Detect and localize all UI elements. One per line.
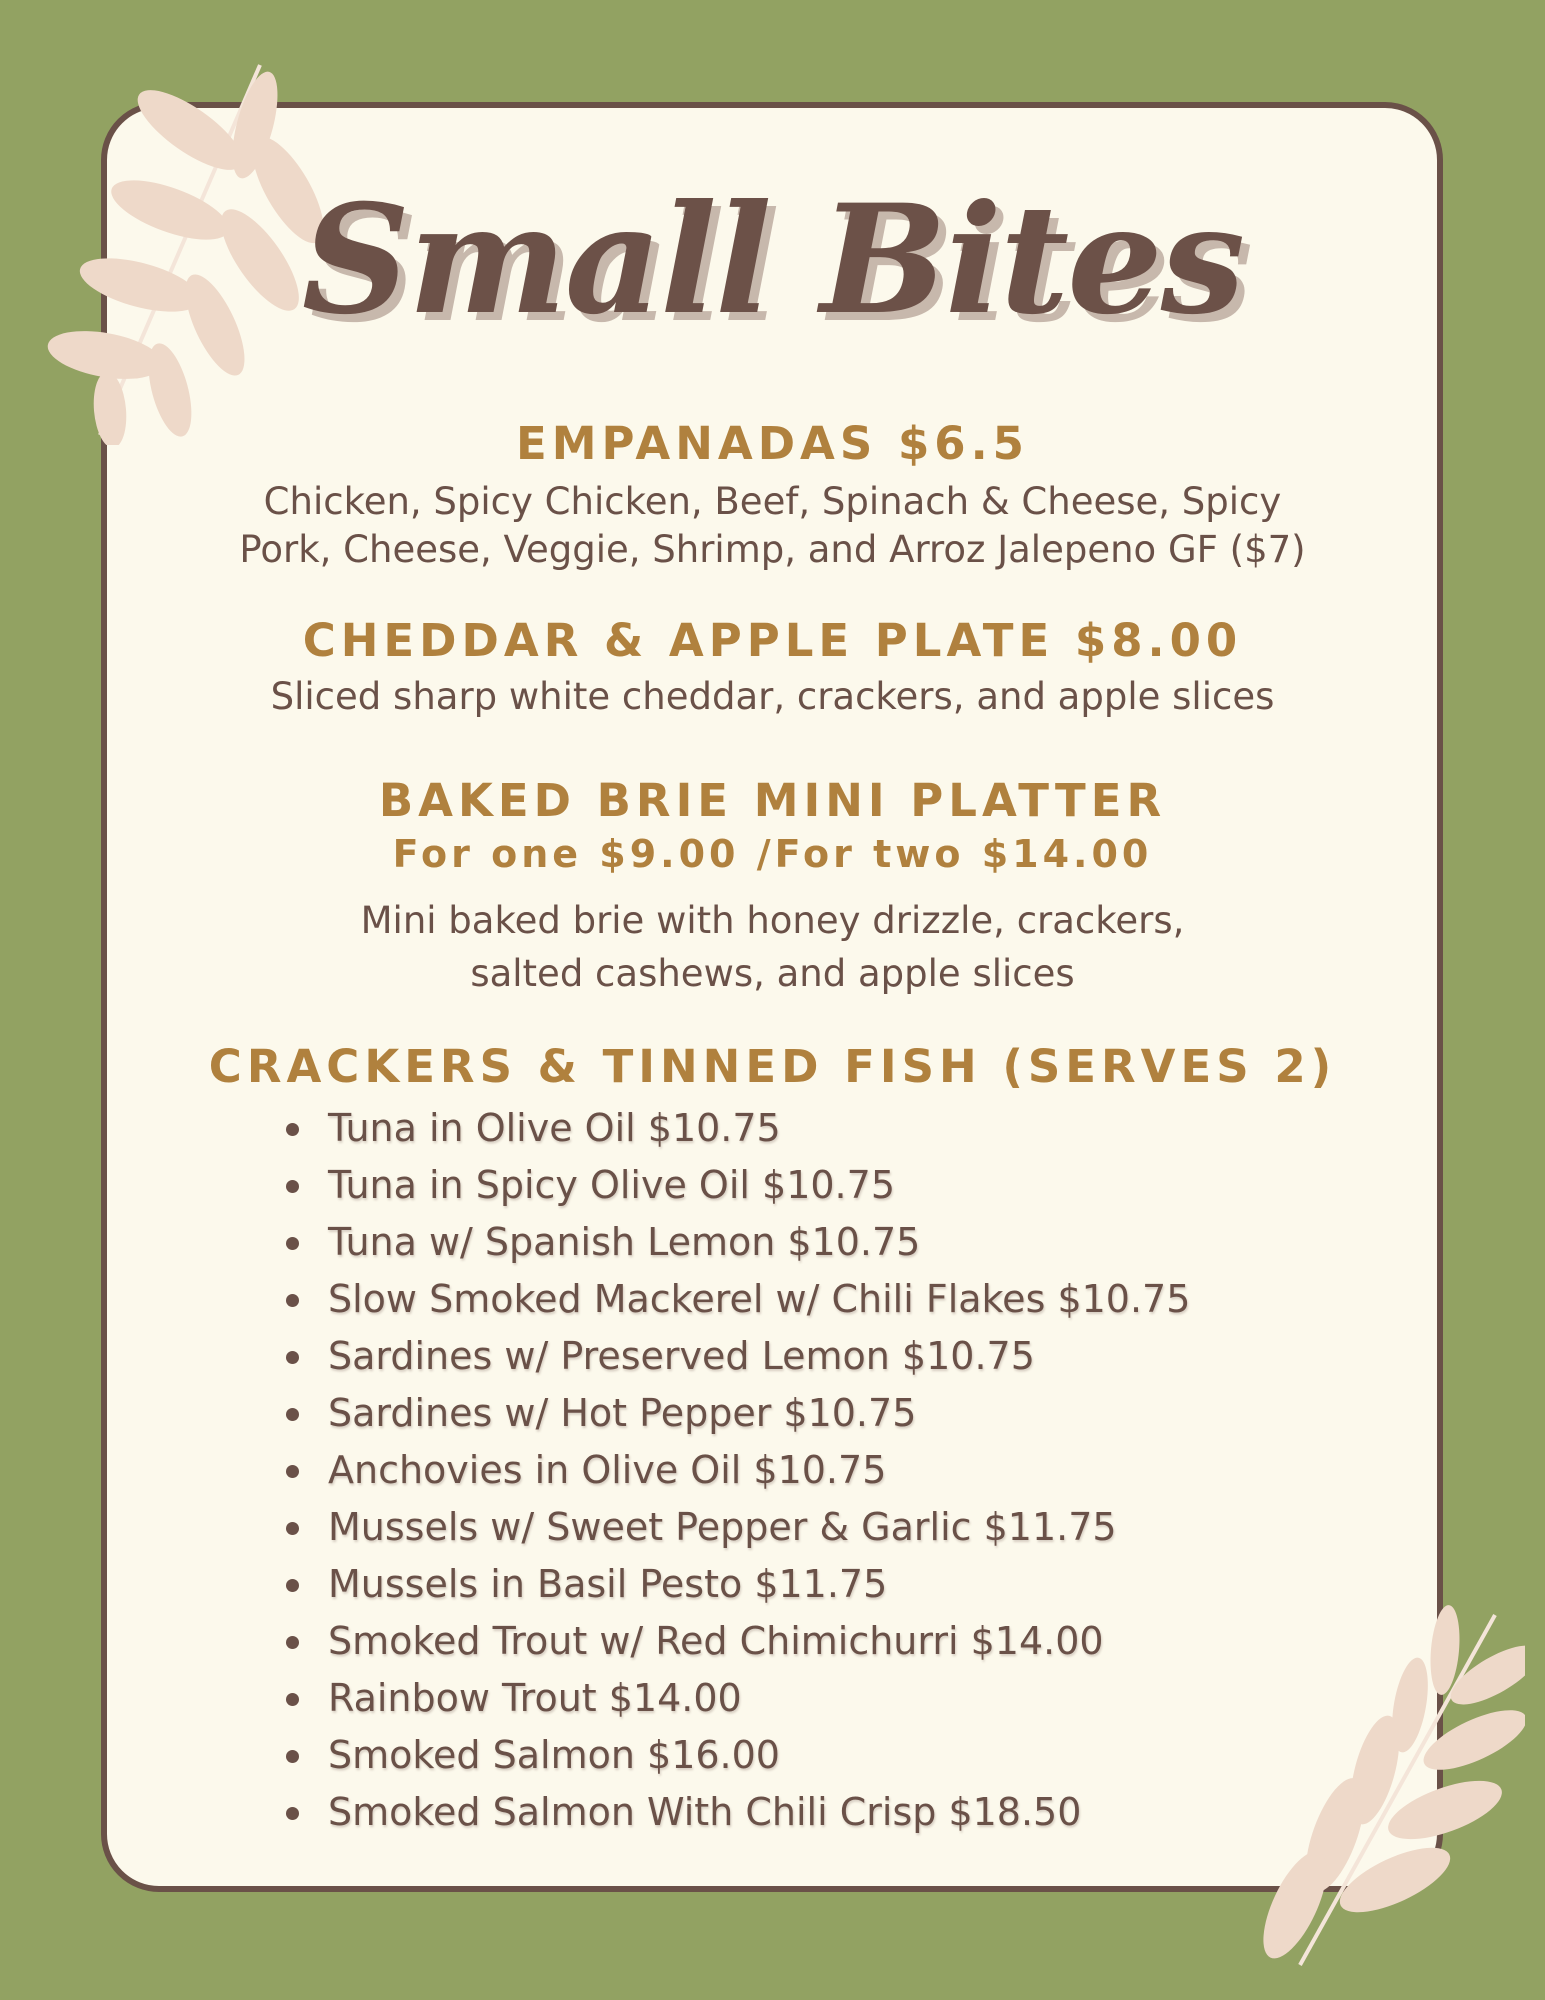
list-item [283,1613,1190,1670]
list-item-label: Slow Smoked Mackerel w/ Chili Flakes $10.75 [328,1277,1191,1321]
leaf-branch-icon [1245,1595,1525,1975]
cheddar-desc: Sliced sharp white cheddar, crackers, and apple slices [270,675,1275,718]
list-item-label: Tuna w/ Spanish Lemon $10.75 [328,1220,921,1264]
bullet-icon [286,1522,299,1535]
page-title: Small Bites [301,172,1244,348]
brie-subheading: For one $9.00 /For two $14.00 [392,832,1153,876]
cheddar-heading: CHEDDAR & APPLE PLATE $8.00 [302,614,1243,667]
list-item [283,1385,1190,1442]
list-item-label: Mussels in Basil Pesto $11.75 [328,1562,888,1606]
list-item [283,1100,1190,1157]
list-item-label: Rainbow Trout $14.00 [328,1676,742,1720]
bullet-icon [286,1693,299,1706]
empanadas-desc-line2: Pork, Cheese, Veggie, Shrimp, and Arroz Jalepeno GF ($7) [239,528,1306,571]
list-item-label: Mussels w/ Sweet Pepper & Garlic $11.75 [328,1505,1117,1549]
list-item [283,1157,1190,1214]
bullet-icon [286,1351,299,1364]
bullet-icon [286,1408,299,1421]
list-item-label: Anchovies in Olive Oil $10.75 [328,1448,887,1492]
bullet-icon [286,1294,299,1307]
brie-desc-line2: salted cashews, and apple slices [470,952,1075,995]
list-item [283,1442,1190,1499]
list-item-label: Smoked Salmon $16.00 [328,1733,780,1777]
list-item [283,1727,1190,1784]
tinned-fish-list [283,1100,1190,1841]
empanadas-desc-line1: Chicken, Spicy Chicken, Beef, Spinach & Cheese, Spicy [263,480,1282,523]
list-item [283,1784,1190,1841]
bullet-icon [286,1579,299,1592]
list-item [283,1670,1190,1727]
list-item-label: Tuna in Olive Oil $10.75 [328,1106,781,1150]
bullet-icon [286,1237,299,1250]
list-item-label: Smoked Trout w/ Red Chimichurri $14.00 [328,1619,1104,1663]
brie-desc-line1: Mini baked brie with honey drizzle, crackers, [360,899,1185,942]
bullet-icon [286,1465,299,1478]
bullet-icon [286,1807,299,1820]
tinned-fish-heading: CRACKERS & TINNED FISH (SERVES 2) [208,1040,1337,1093]
list-item-label: Sardines w/ Hot Pepper $10.75 [328,1391,917,1435]
list-item-label: Tuna in Spicy Olive Oil $10.75 [328,1163,895,1207]
list-item-label: Sardines w/ Preserved Lemon $10.75 [328,1334,1035,1378]
list-item [283,1556,1190,1613]
list-item [283,1214,1190,1271]
bullet-icon [286,1123,299,1136]
list-item [283,1328,1190,1385]
bullet-icon [286,1750,299,1763]
brie-heading: BAKED BRIE MINI PLATTER [378,774,1167,827]
list-item [283,1271,1190,1328]
empanadas-heading: EMPANADAS $6.5 [516,417,1029,470]
list-item [283,1499,1190,1556]
bullet-icon [286,1180,299,1193]
list-item-label: Smoked Salmon With Chili Crisp $18.50 [328,1790,1082,1834]
bullet-icon [286,1636,299,1649]
